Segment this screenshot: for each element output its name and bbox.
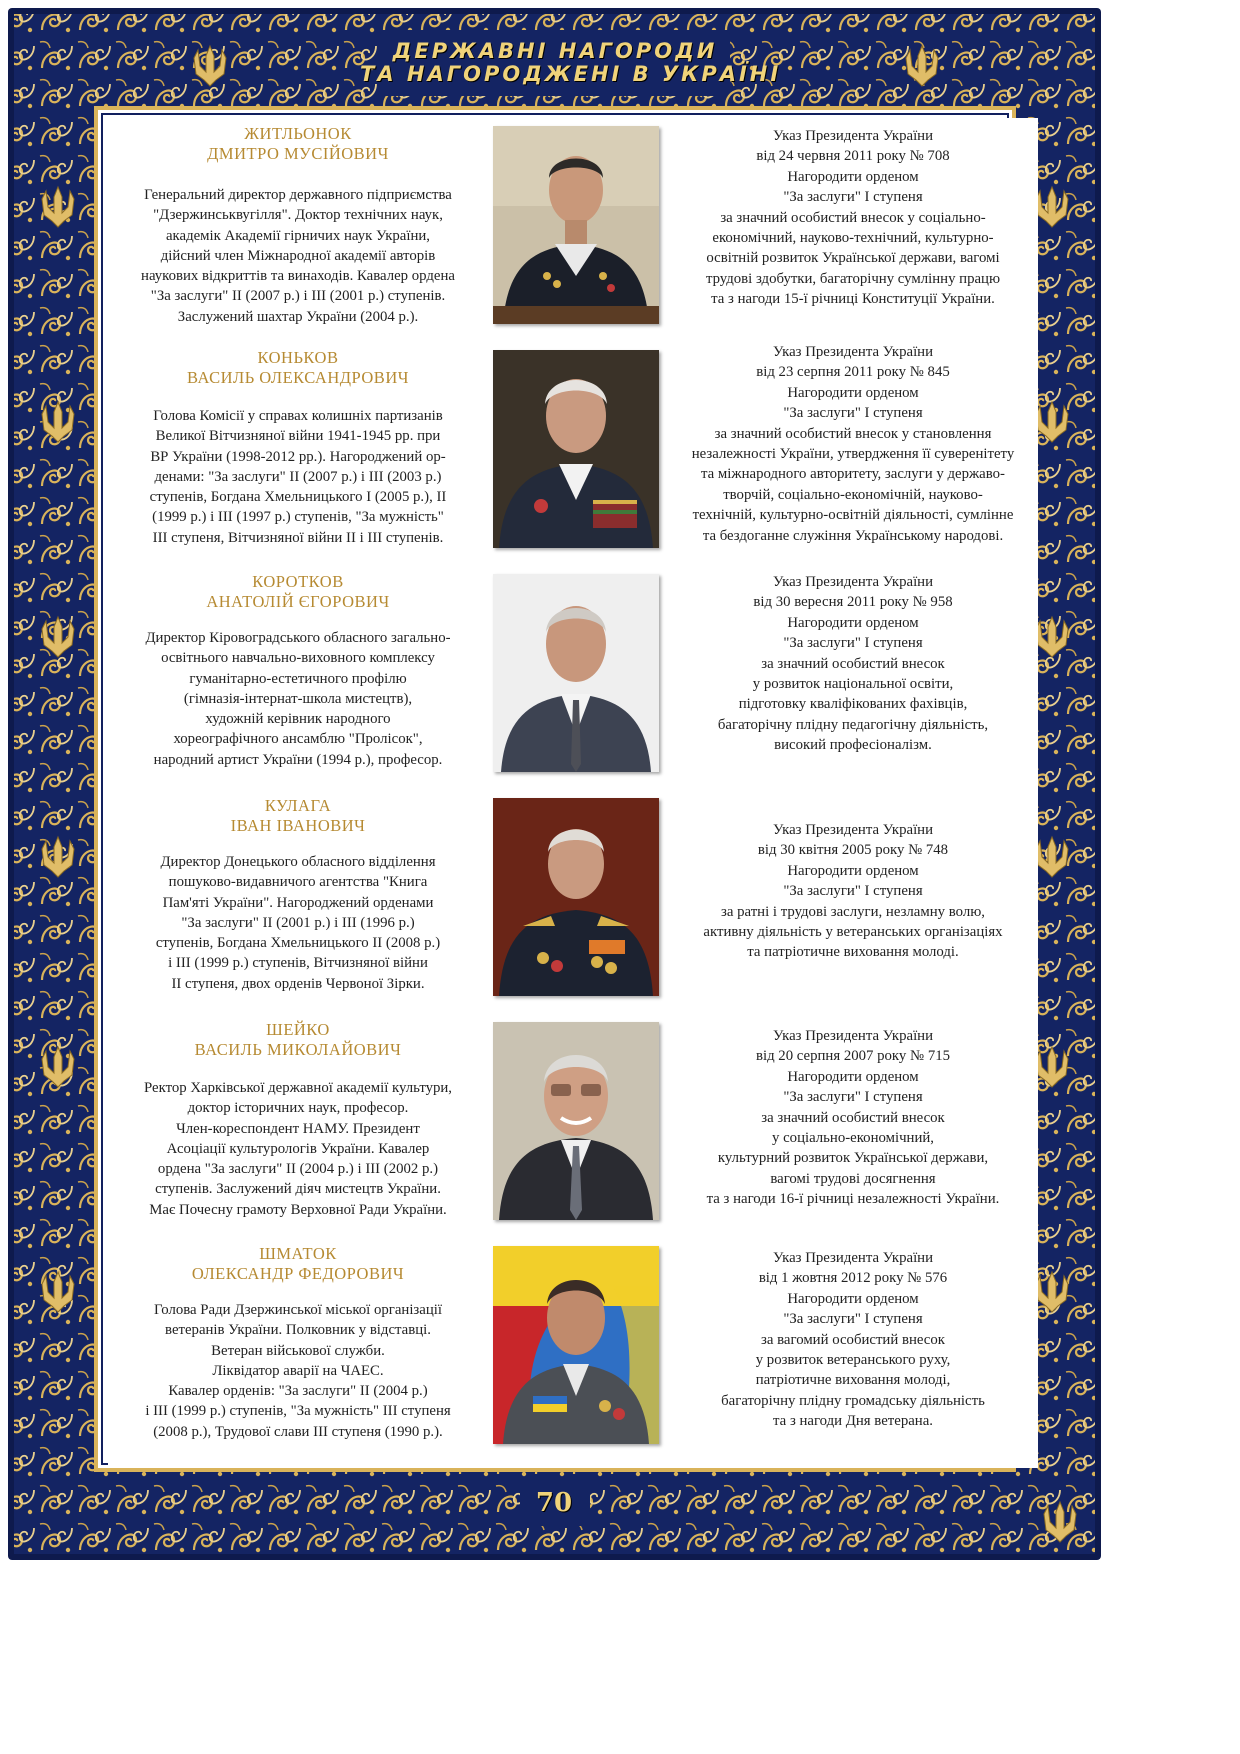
recipient-name: КОНЬКОВ ВАСИЛЬ ОЛЕКСАНДРОВИЧ [187,348,409,387]
header-title [360,39,782,86]
recipient-bio: Генеральний директор державного підприємства "Дзержинськвугілля". Доктор технічних наук, академік Академії гірничих наук України, дійсний член Міжнародної академії авторів наукових відкриттів та винаходів. Кавалер ордена "За заслуги" ІІ (2007 р.) і ІІІ (2001 р.) ступенів. Заслужений шахтар України (2004 р.). [141,187,455,325]
recipient-bio: Ректор Харківської державної академії культури, доктор історичних наук, професор. Член-кореспондент НАМУ. Президент Асоціації культурологів України. Кавалер ордена "За заслуги" ІІ (2004 р.) і ІІІ (2002 р.) ступенів. Заслужений діяч мистецтв України. Має Почесну грамоту Верховної Ради України. [143,1080,453,1218]
award-entry [108,342,1038,552]
content-area [108,118,1038,1468]
award-entry [108,118,1038,328]
recipient-name: КОРОТКОВ АНАТОЛІЙ ЄГОРОВИЧ [206,572,390,611]
page-number: 70 [535,1488,573,1518]
recipient-name: ШМАТОК ОЛЕКСАНДР ФЕДОРОВИЧ [191,1244,405,1283]
award-entry [108,790,1038,1000]
portrait-photo [493,1022,659,1220]
award-entry [108,1014,1038,1224]
portrait-photo [493,126,659,324]
decree-text: Указ Президента України від 24 червня 2011 року № 708 Нагородити орденом "За заслуги" І ступеня за значний особистий внесок у соціально- економічний, науково-технічний, культурно- освітній розвиток Української держави, вагомі трудові здобутки, багаторічну сумлінну працю та з нагоди 15-ї річниці Конституції України. [705,128,1001,308]
header-line-2: ТА НАГОРОДЖЕНІ В УКРАЇНІ [360,62,782,86]
decree-text: Указ Президента України від 20 серпня 2007 року № 715 Нагородити орденом "За заслуги" І ступеня за значний особистий внесок у соціально-економічний, культурний розвиток Української держави, вагомі трудові досягнення та з нагоди 16-ї річниці незалежності України. [706,1028,1000,1208]
award-entry [108,566,1038,776]
award-entry [108,1238,1038,1448]
recipient-name: ШЕЙКО ВАСИЛЬ МИКОЛАЙОВИЧ [194,1020,402,1059]
portrait-photo [493,798,659,996]
portrait-photo [493,574,659,772]
header-line-1: ДЕРЖАВНІ НАГОРОДИ [392,39,718,63]
decree-text: Указ Президента України від 23 серпня 2011 року № 845 Нагородити орденом "За заслуги" І ступеня за значний особистий внесок у становлення незалежності України, утвердження її суверенітету та міжнародного авторитету, заслуги у державо- творчій, соціально-економічній, науково- технічній, культурно-освітній діяльності, сумлінне та бездоганне служіння Українському народові. [691,344,1015,544]
decree-text: Указ Президента України від 1 жовтня 2012 року № 576 Нагородити орденом "За заслуги" І ступеня за вагомий особистий внесок у розвиток ветеранського руху, патріотичне виховання молоді, багаторічну плідну громадську діяльність та з нагоди Дня ветерана. [721,1250,985,1430]
decree-text: Указ Президента України від 30 вересня 2011 року № 958 Нагородити орденом "За заслуги" І ступеня за значний особистий внесок у розвиток національної освіти, підготовку кваліфікованих фахівців, багаторічну плідну педагогічну діяльність, високий професіоналізм. [717,574,989,754]
recipient-bio: Директор Кіровоградського обласного загально- освітнього навчально-виховного комплексу гуманітарно-естетичного профілю (гімназія-інтернат-школа мистецтв), художній керівник народного хореографічного ансамблю "Пролісок", народний артист України (1994 р.), професор. [145,630,451,768]
recipient-name: КУЛАГА ІВАН ІВАНОВИЧ [230,796,366,835]
recipient-name: ЖИТЛЬОНОК ДМИТРО МУСІЙОВИЧ [207,124,389,163]
decree-text: Указ Президента України від 30 квітня 2005 року № 748 Нагородити орденом "За заслуги" І ступеня за ратні і трудові заслуги, незламну волю, активну діяльність у ветеранських організаціях та патріотичне виховання молоді. [703,822,1003,961]
portrait-photo [493,1246,659,1444]
recipient-bio: Голова Комісії у справах колишніх партизанів Великої Вітчизняної війни 1941-1945 рр. при ВР України (1998-2012 рр.). Нагороджений ор- денами: "За заслуги" ІІ (2007 р.) і ІІІ (2003 р.) ступенів, Богдана Хмельницького І (2005 р.), ІІ (1999 р.) і ІІІ (1997 р.) ступенів, "За мужність" ІІІ ступеня, Вітчизняної війни ІІ і ІІІ ступенів. [149,408,447,546]
recipient-bio: Директор Донецького обласного відділення пошуково-видавничого агентства "Книга Пам'яті України". Нагороджений орденами "За заслуги" ІІ (2001 р.) і ІІІ (1996 р.) ступенів, Богдана Хмельницького ІІ (2008 р.) і ІІІ (1999 р.) ступенів, Вітчизняної війни ІІ ступеня, двох орденів Червоної Зірки. [155,854,441,992]
portrait-photo [493,350,659,548]
recipient-bio: Голова Ради Дзержинської міської організації ветеранів України. Полковник у відставці. Ветеран військової служби. Ліквідатор аварії на ЧАЕС. Кавалер орденів: "За заслуги" ІІ (2004 р.) і ІІІ (1999 р.) ступенів, "За мужність" ІІІ ступеня (2008 р.), Трудової слави ІІІ ступеня (1990 р.). [145,1302,451,1440]
